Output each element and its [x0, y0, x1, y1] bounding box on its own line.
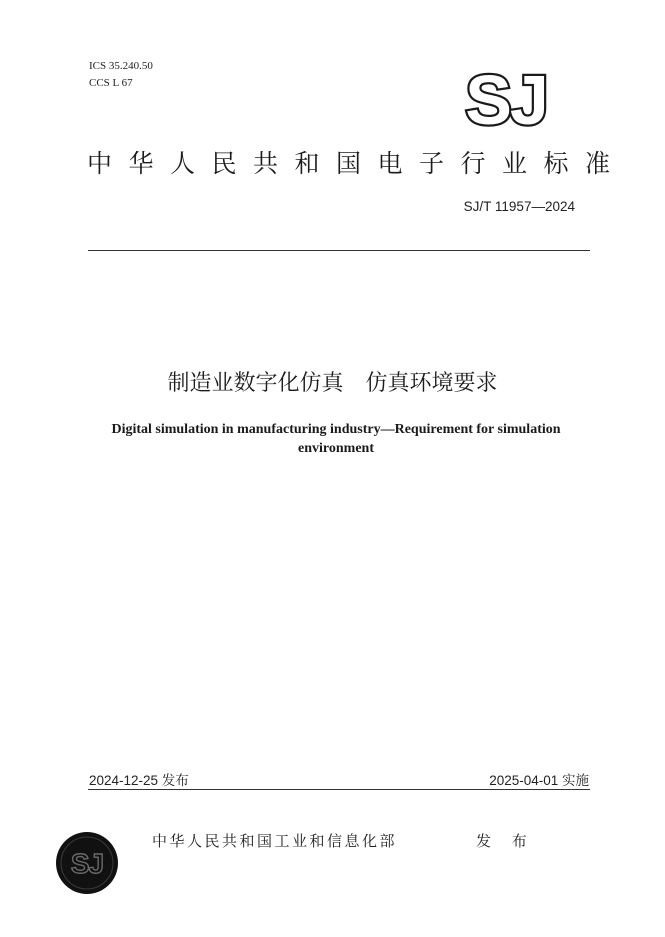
title-chinese-part2: 仿真环境要求 [365, 371, 498, 396]
sj-logo-text: SJ [465, 64, 547, 134]
title-chinese [0, 366, 665, 397]
seal-text: SJ [70, 848, 104, 879]
standard-type: 中华人民共和国电子行业标准 [87, 149, 627, 178]
issue-date: 2024-12-25 发布 [89, 773, 189, 788]
bottom-divider [88, 789, 590, 790]
ccs-code: CCS L 67 [89, 77, 133, 89]
ics-code: ICS 35.240.50 [89, 60, 153, 72]
implementation-date: 2025-04-01 实施 [489, 773, 589, 788]
top-divider [88, 250, 590, 251]
classification-codes [89, 58, 153, 92]
sj-logo [456, 64, 556, 134]
issuer-name: 中华人民共和国工业和信息化部 [152, 832, 398, 850]
title-english-line2: environment [298, 441, 374, 456]
title-chinese-part1: 制造业数字化仿真 [167, 371, 344, 396]
issue-verb: 发 布 [476, 832, 535, 850]
title-english [80, 420, 592, 458]
issuer-seal-icon [55, 831, 119, 895]
title-english-line1: Digital simulation in manufacturing industry—Requirement for simulation [111, 422, 561, 437]
standard-number: SJ/T 11957—2024 [463, 199, 575, 214]
